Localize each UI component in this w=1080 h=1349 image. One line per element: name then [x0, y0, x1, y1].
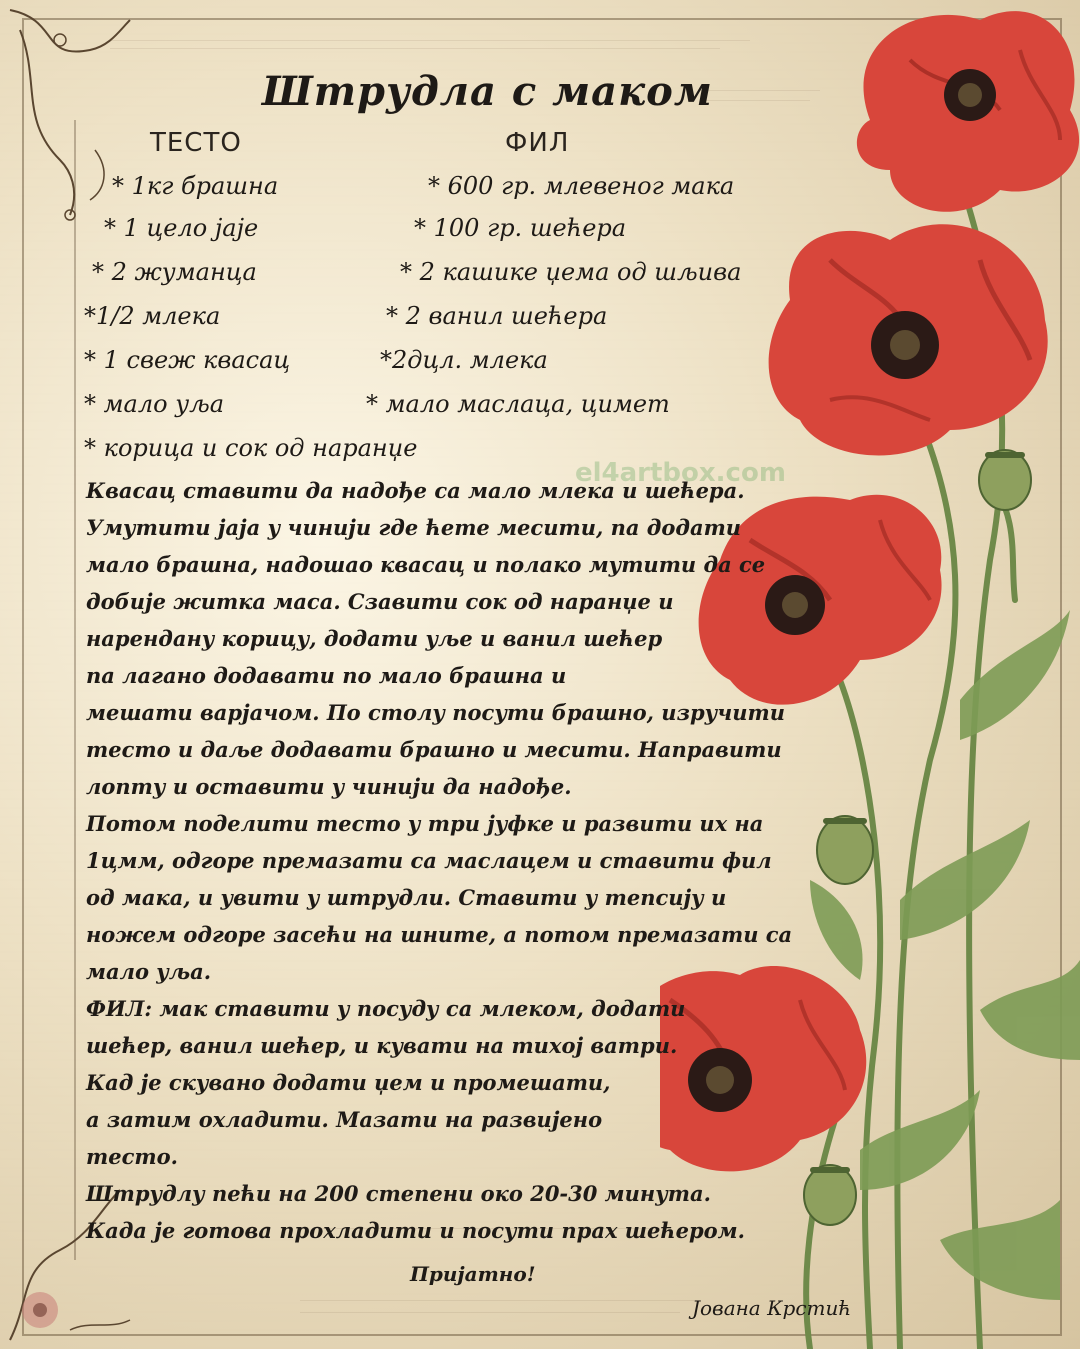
instruction-line: Штрудлу пећи на 200 степени око 20-30 минута.: [86, 1181, 711, 1206]
instruction-line: Кад је скувано додати џем и промешати,: [86, 1070, 611, 1095]
filling-heading: ФИЛ: [505, 128, 570, 158]
instruction-line: мало уља.: [86, 959, 212, 984]
dough-item: * 2 жуманца: [92, 258, 257, 286]
poppy-illustration: [660, 0, 1080, 1349]
filling-item: * мало маслаца, цимет: [366, 390, 670, 418]
instruction-line: тесто и даље додавати брашно и месити. Направити: [86, 737, 782, 762]
instruction-line: од мака, и увити у штрудли. Ставити у тепсију и: [86, 885, 727, 910]
closing-greeting: Пријатно!: [410, 1262, 536, 1286]
dough-item: * 1 свеж квасац: [84, 346, 291, 374]
author-signature: Јована Крстић: [692, 1296, 852, 1320]
filling-item: * 600 гр. млевеног мака: [428, 172, 735, 200]
instruction-line: мало брашна, надошао квасац и полако мутити да се: [86, 552, 766, 577]
instruction-line: Потом поделити тесто у три јуфке и развити их на: [86, 811, 764, 836]
dough-item: * 1кг брашна: [112, 172, 279, 200]
instruction-line: па лагано додавати по мало брашна и: [86, 663, 567, 688]
instruction-line: ножем одгоре засећи на шните, а потом премазати са: [86, 922, 793, 947]
instruction-line: добије житка маса. Сзавити сок од наранџе и: [86, 589, 674, 614]
instruction-line: а затим охладити. Мазати на развијено: [86, 1107, 603, 1132]
instruction-line: Умутити јаја у чинији где ћете месити, па додати: [86, 515, 742, 540]
dough-item: *1/2 млека: [84, 302, 221, 330]
instruction-line: Када је готова прохладити и посути прах шећером.: [86, 1218, 745, 1243]
filling-item: * 100 гр. шећера: [414, 214, 627, 242]
instruction-line: лопту и оставити у чинији да надође.: [86, 774, 572, 799]
recipe-title: Штрудла с маком: [262, 68, 713, 115]
instruction-line: тесто.: [86, 1144, 178, 1169]
filling-item: *2дцл. млека: [380, 346, 548, 374]
frame-vertical-rule: [74, 120, 76, 1260]
instruction-line: мешати варјачом. По столу посути брашно, изручити: [86, 700, 785, 725]
watermark: el4artbox.com: [575, 458, 786, 488]
dough-item: * 1 цело јаје: [104, 214, 259, 242]
dough-heading: ТЕСТО: [150, 128, 242, 158]
dough-item: * корица и сок од наранџе: [84, 434, 418, 462]
instruction-line: нарендану корицу, додати уље и ванил шећер: [86, 626, 663, 651]
instruction-line: 1цмм, одгоре премазати са маслацем и ставити фил: [86, 848, 772, 873]
dough-item: * мало уља: [84, 390, 225, 418]
filling-item: * 2 кашике џема од шљива: [400, 258, 742, 286]
instruction-line: шећер, ванил шећер, и кувати на тихој ватри.: [86, 1033, 678, 1058]
instruction-line: ФИЛ: мак ставити у посуду са млеком, додати: [86, 996, 686, 1021]
instruction-line: Квасац ставити да надође са мало млека и шећера.: [86, 478, 745, 503]
filling-item: * 2 ванил шећера: [386, 302, 608, 330]
top-left-ornament-icon: [0, 0, 140, 240]
